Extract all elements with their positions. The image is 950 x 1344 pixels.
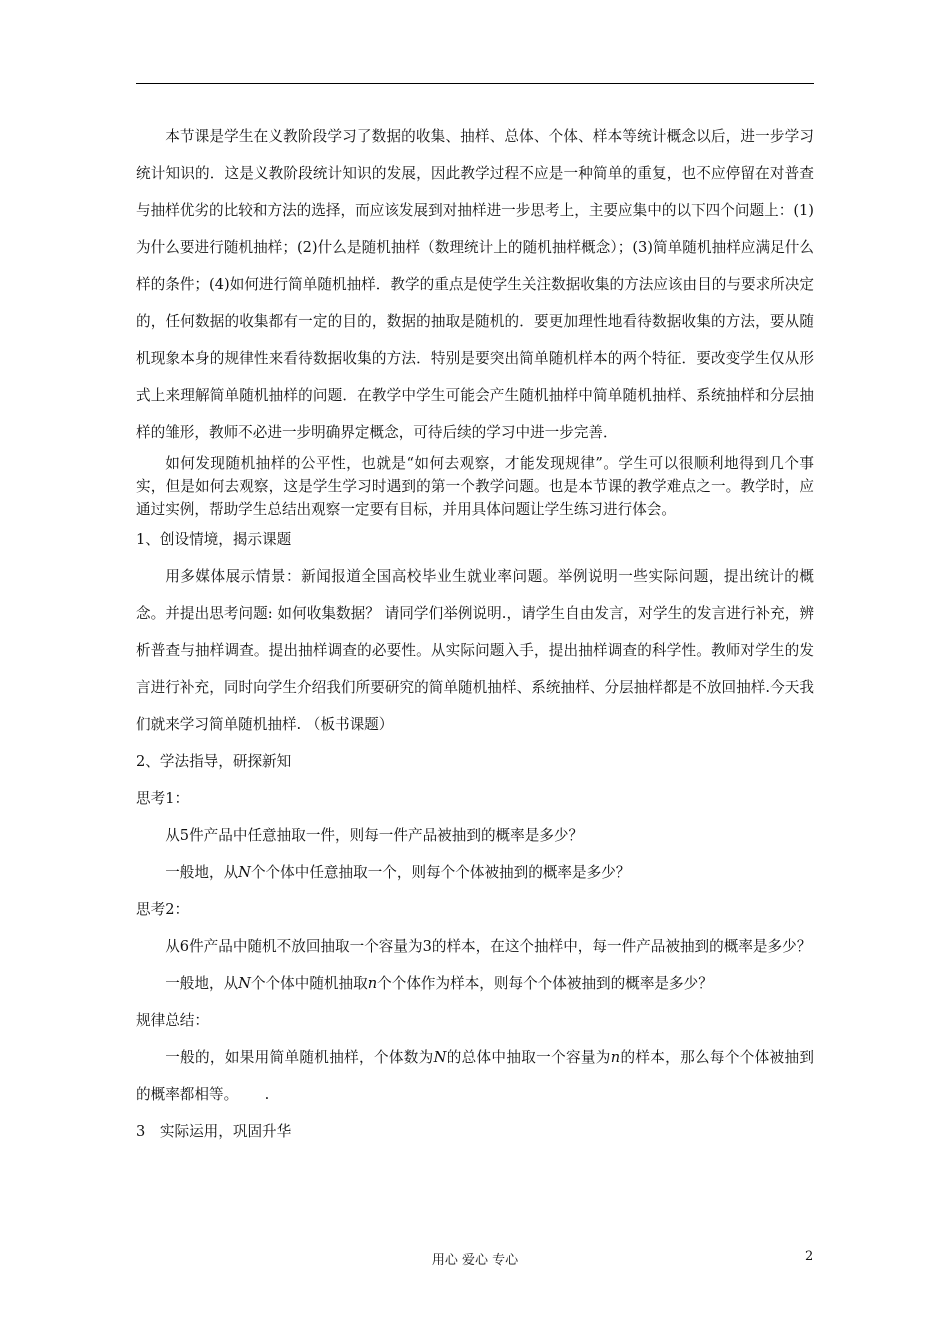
- section-3-heading: 3 实际运用，巩固升华: [136, 1123, 292, 1140]
- rule-summary-text: 一般的，如果用简单随机抽样，个体数为N的总体中抽取一个容量为n的样本，那么每个个体被抽到的概率都相等。 .: [136, 1049, 814, 1103]
- rule-summary-label: 规律总结：: [136, 1012, 209, 1029]
- question-2: 一般地，从N个个体中任意抽取一个，则每个个体被抽到的概率是多少？: [165, 864, 631, 881]
- section-1-heading: 1、创设情境，揭示课题: [136, 531, 292, 548]
- intro-paragraph: 本节课是学生在义教阶段学习了数据的收集、抽样、总体、个体、样本等统计概念以后，进一步学习统计知识的．这是义教阶段统计知识的发展，因此教学过程不应是一种简单的重复，也不应停留在对普查与抽样优劣的比较和方法的选择，而应该发展到对抽样进一步思考上，主要应集中的以下四个问题上：(1)为什么要进行随机抽样；(2)什么是随机抽样（数理统计上的随机抽样概念）；(3)简单随机抽样应满足什么样的条件；(4)如何进行简单随机抽样．教学的重点是使学生关注数据收集的方法应该由目的与要求所决定的，任何数据的收集都有一定的目的，数据的抽取是随机的．要更加理性地看待数据收集的方法，要从随机现象本身的规律性来看待数据收集的方法．特别是要突出简单随机样本的两个特征．要改变学生仅从形式上来理解简单随机抽样的问题．在教学中学生可能会产生随机抽样中简单随机抽样、系统抽样和分层抽样的雏形，教师不必进一步明确界定概念，可待后续的学习中进一步完善．: [136, 128, 814, 441]
- difficulty-paragraph: 如何发现随机抽样的公平性，也就是“如何去观察，才能发现规律”。学生可以很顺利地得到几个事实，但是如何去观察，这是学生学习时遇到的第一个教学问题。也是本节课的教学难点之一。教学时，应通过实例，帮助学生总结出观察一定要有目标，并用具体问题让学生练习进行体会。: [136, 455, 814, 518]
- page-number: 2: [805, 1249, 814, 1264]
- header-rule: [136, 83, 814, 84]
- question-3: 从6件产品中随机不放回抽取一个容量为3的样本，在这个抽样中，每一件产品被抽到的概率是多少？: [165, 938, 812, 955]
- question-4: 一般地，从N个个体中随机抽取n个个体作为样本，则每个个体被抽到的概率是多少？: [165, 975, 713, 992]
- footer-motto: 用心 爱心 专心: [431, 1253, 519, 1268]
- scenario-paragraph: 用多媒体展示情景：新闻报道全国高校毕业生就业率问题。举例说明一些实际问题，提出统计的概念。并提出思考问题: 如何收集数据？ 请同学们举例说明.，请学生自由发言，对学生的发言进行补充，辨析普查与抽样调查。提出抽样调查的必要性。从实际问题入手，提出抽样调查的科学性。教师对学生的发言进行补充，同时向学生介绍我们所要研究的简单随机抽样、系统抽样、分层抽样都是不放回抽样.今天我们就来学习简单随机抽样. （板书课题）: [136, 568, 814, 733]
- thinking-2-label: 思考2：: [136, 901, 190, 918]
- thinking-1-label: 思考1：: [136, 790, 190, 807]
- question-1: 从5件产品中任意抽取一件，则每一件产品被抽到的概率是多少？: [165, 827, 584, 844]
- section-2-heading: 2、学法指导，研探新知: [136, 753, 292, 770]
- document-body: [136, 118, 814, 1150]
